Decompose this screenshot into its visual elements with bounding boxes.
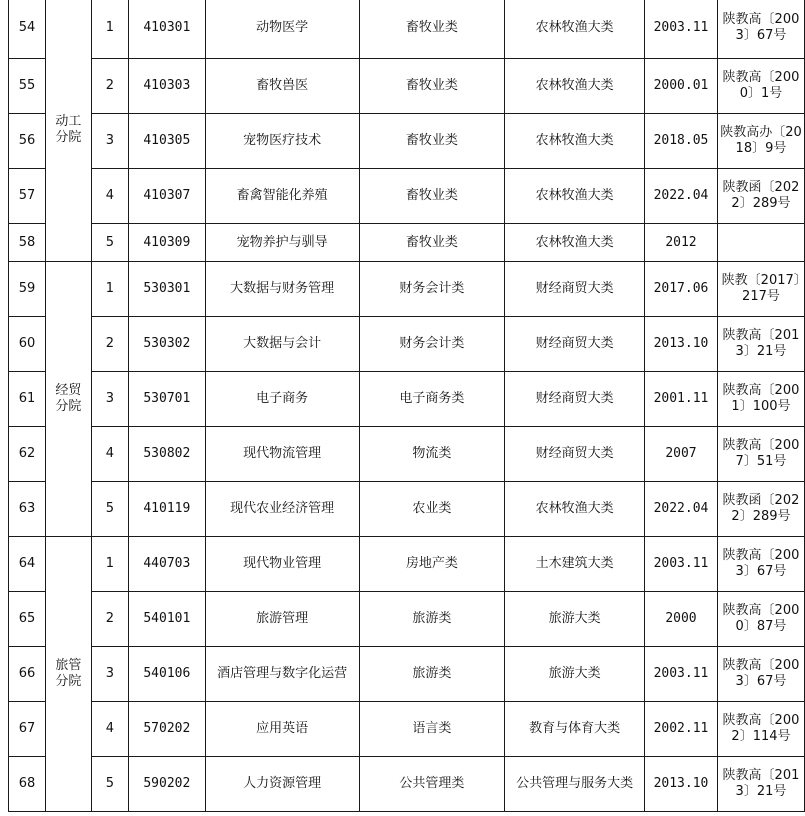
code-cell: 530802 — [128, 427, 205, 482]
seq-cell: 58 — [9, 224, 46, 262]
category-cell: 畜牧业类 — [359, 0, 505, 59]
date-cell: 2003.11 — [645, 0, 718, 59]
category-cell: 旅游类 — [359, 647, 505, 702]
approval-text: 陕教高〔2000〕1号 — [722, 70, 800, 101]
code-cell: 540101 — [128, 592, 205, 647]
code-cell: 410301 — [128, 0, 205, 59]
date-cell: 2003.11 — [645, 537, 718, 592]
category-cell: 农业类 — [359, 482, 505, 537]
approval-cell — [717, 317, 804, 372]
approval-text: 陕教高〔2000〕87号 — [722, 603, 800, 634]
table-row — [9, 592, 805, 647]
code-cell: 570202 — [128, 702, 205, 757]
approval-cell — [717, 372, 804, 427]
major-cell: 应用英语 — [205, 702, 359, 757]
table-row — [9, 224, 805, 262]
seq-cell: 68 — [9, 757, 46, 812]
field-cell: 财经商贸大类 — [505, 427, 645, 482]
index-cell: 1 — [91, 262, 128, 317]
approval-cell — [717, 59, 804, 114]
approval-text: 陕教高〔2003〕67号 — [722, 658, 800, 689]
date-cell: 2013.10 — [645, 317, 718, 372]
table-row — [9, 427, 805, 482]
date-cell: 2000 — [645, 592, 718, 647]
index-cell: 3 — [91, 114, 128, 169]
seq-cell: 55 — [9, 59, 46, 114]
approval-cell — [717, 592, 804, 647]
field-cell: 旅游大类 — [505, 592, 645, 647]
approval-cell — [717, 114, 804, 169]
date-cell: 2022.04 — [645, 169, 718, 224]
major-cell: 酒店管理与数字化运营 — [205, 647, 359, 702]
code-cell: 530701 — [128, 372, 205, 427]
table-row — [9, 59, 805, 114]
index-cell: 4 — [91, 427, 128, 482]
category-cell: 公共管理类 — [359, 757, 505, 812]
approval-text: 陕教高〔2007〕51号 — [722, 438, 800, 469]
approval-cell — [717, 757, 804, 812]
category-cell: 畜牧业类 — [359, 114, 505, 169]
field-cell: 农林牧渔大类 — [505, 114, 645, 169]
date-cell: 2000.01 — [645, 59, 718, 114]
field-cell: 农林牧渔大类 — [505, 482, 645, 537]
date-cell: 2012 — [645, 224, 718, 262]
table-row — [9, 317, 805, 372]
approval-text: 陕教高〔2003〕67号 — [722, 12, 800, 43]
code-cell: 540106 — [128, 647, 205, 702]
approval-text: 陕教高〔2001〕100号 — [722, 383, 800, 414]
major-cell: 大数据与财务管理 — [205, 262, 359, 317]
field-cell: 农林牧渔大类 — [505, 224, 645, 262]
index-cell: 5 — [91, 482, 128, 537]
category-cell: 房地产类 — [359, 537, 505, 592]
approval-cell — [717, 427, 804, 482]
code-cell: 590202 — [128, 757, 205, 812]
approval-text: 陕教高〔2013〕21号 — [722, 768, 800, 799]
major-cell: 旅游管理 — [205, 592, 359, 647]
category-cell: 语言类 — [359, 702, 505, 757]
approval-cell — [717, 0, 804, 59]
seq-cell: 65 — [9, 592, 46, 647]
category-cell: 电子商务类 — [359, 372, 505, 427]
majors-table — [8, 0, 805, 812]
index-cell: 2 — [91, 592, 128, 647]
table-row — [9, 702, 805, 757]
major-cell: 动物医学 — [205, 0, 359, 59]
index-cell: 1 — [91, 537, 128, 592]
index-cell: 3 — [91, 647, 128, 702]
table-row — [9, 372, 805, 427]
category-cell: 旅游类 — [359, 592, 505, 647]
department-cell — [45, 262, 91, 537]
index-cell: 4 — [91, 169, 128, 224]
approval-text: 陕教函〔2022〕289号 — [722, 493, 800, 524]
seq-cell: 56 — [9, 114, 46, 169]
index-cell: 4 — [91, 702, 128, 757]
table-row — [9, 0, 805, 59]
date-cell: 2022.04 — [645, 482, 718, 537]
major-cell: 现代物业管理 — [205, 537, 359, 592]
approval-text: 陕教函〔2022〕289号 — [722, 180, 800, 211]
code-cell: 410307 — [128, 169, 205, 224]
major-cell: 宠物医疗技术 — [205, 114, 359, 169]
field-cell: 公共管理与服务大类 — [505, 757, 645, 812]
major-cell: 现代农业经济管理 — [205, 482, 359, 537]
table-row — [9, 757, 805, 812]
department-label: 旅管分院 — [55, 658, 82, 689]
date-cell: 2007 — [645, 427, 718, 482]
date-cell: 2003.11 — [645, 647, 718, 702]
major-cell: 电子商务 — [205, 372, 359, 427]
approval-cell — [717, 702, 804, 757]
seq-cell: 54 — [9, 0, 46, 59]
seq-cell: 63 — [9, 482, 46, 537]
category-cell: 财务会计类 — [359, 317, 505, 372]
seq-cell: 60 — [9, 317, 46, 372]
code-cell: 530302 — [128, 317, 205, 372]
major-cell: 畜牧兽医 — [205, 59, 359, 114]
field-cell: 土木建筑大类 — [505, 537, 645, 592]
department-label: 动工分院 — [55, 113, 82, 145]
index-cell: 5 — [91, 224, 128, 262]
table-row — [9, 482, 805, 537]
field-cell: 旅游大类 — [505, 647, 645, 702]
major-cell: 人力资源管理 — [205, 757, 359, 812]
field-cell: 财经商贸大类 — [505, 262, 645, 317]
approval-text: 陕教高〔2013〕21号 — [722, 328, 800, 359]
date-cell: 2018.05 — [645, 114, 718, 169]
major-cell: 畜禽智能化养殖 — [205, 169, 359, 224]
table-row — [9, 262, 805, 317]
code-cell: 410305 — [128, 114, 205, 169]
index-cell: 3 — [91, 372, 128, 427]
field-cell: 财经商贸大类 — [505, 372, 645, 427]
approval-cell — [717, 647, 804, 702]
date-cell: 2001.11 — [645, 372, 718, 427]
category-cell: 畜牧业类 — [359, 169, 505, 224]
major-cell: 大数据与会计 — [205, 317, 359, 372]
code-cell: 410309 — [128, 224, 205, 262]
field-cell: 财经商贸大类 — [505, 317, 645, 372]
seq-cell: 61 — [9, 372, 46, 427]
index-cell: 1 — [91, 0, 128, 59]
seq-cell: 67 — [9, 702, 46, 757]
field-cell: 农林牧渔大类 — [505, 59, 645, 114]
department-label: 经贸分院 — [55, 383, 82, 414]
category-cell: 物流类 — [359, 427, 505, 482]
code-cell: 530301 — [128, 262, 205, 317]
index-cell: 2 — [91, 317, 128, 372]
seq-cell: 62 — [9, 427, 46, 482]
table-row — [9, 114, 805, 169]
approval-text: 陕教高〔2002〕114号 — [722, 713, 800, 744]
approval-text: 陕教高办〔2018〕9号 — [720, 125, 802, 156]
code-cell: 410119 — [128, 482, 205, 537]
seq-cell: 59 — [9, 262, 46, 317]
field-cell: 教育与体育大类 — [505, 702, 645, 757]
date-cell: 2002.11 — [645, 702, 718, 757]
approval-text: 陕教〔2017〕217号 — [721, 273, 801, 304]
category-cell: 财务会计类 — [359, 262, 505, 317]
major-cell: 现代物流管理 — [205, 427, 359, 482]
major-cell: 宠物养护与驯导 — [205, 224, 359, 262]
index-cell: 2 — [91, 59, 128, 114]
seq-cell: 64 — [9, 537, 46, 592]
code-cell: 410303 — [128, 59, 205, 114]
seq-cell: 57 — [9, 169, 46, 224]
approval-cell — [717, 482, 804, 537]
table-row — [9, 169, 805, 224]
table-row — [9, 537, 805, 592]
seq-cell: 66 — [9, 647, 46, 702]
category-cell: 畜牧业类 — [359, 224, 505, 262]
date-cell: 2013.10 — [645, 757, 718, 812]
index-cell: 5 — [91, 757, 128, 812]
code-cell: 440703 — [128, 537, 205, 592]
category-cell: 畜牧业类 — [359, 59, 505, 114]
approval-cell — [717, 262, 804, 317]
field-cell: 农林牧渔大类 — [505, 169, 645, 224]
date-cell: 2017.06 — [645, 262, 718, 317]
field-cell: 农林牧渔大类 — [505, 0, 645, 59]
approval-text: 陕教高〔2003〕67号 — [722, 548, 800, 579]
table-row — [9, 647, 805, 702]
department-cell — [45, 0, 91, 262]
approval-cell — [717, 169, 804, 224]
approval-cell — [717, 537, 804, 592]
approval-cell — [717, 224, 804, 262]
department-cell — [45, 537, 91, 812]
